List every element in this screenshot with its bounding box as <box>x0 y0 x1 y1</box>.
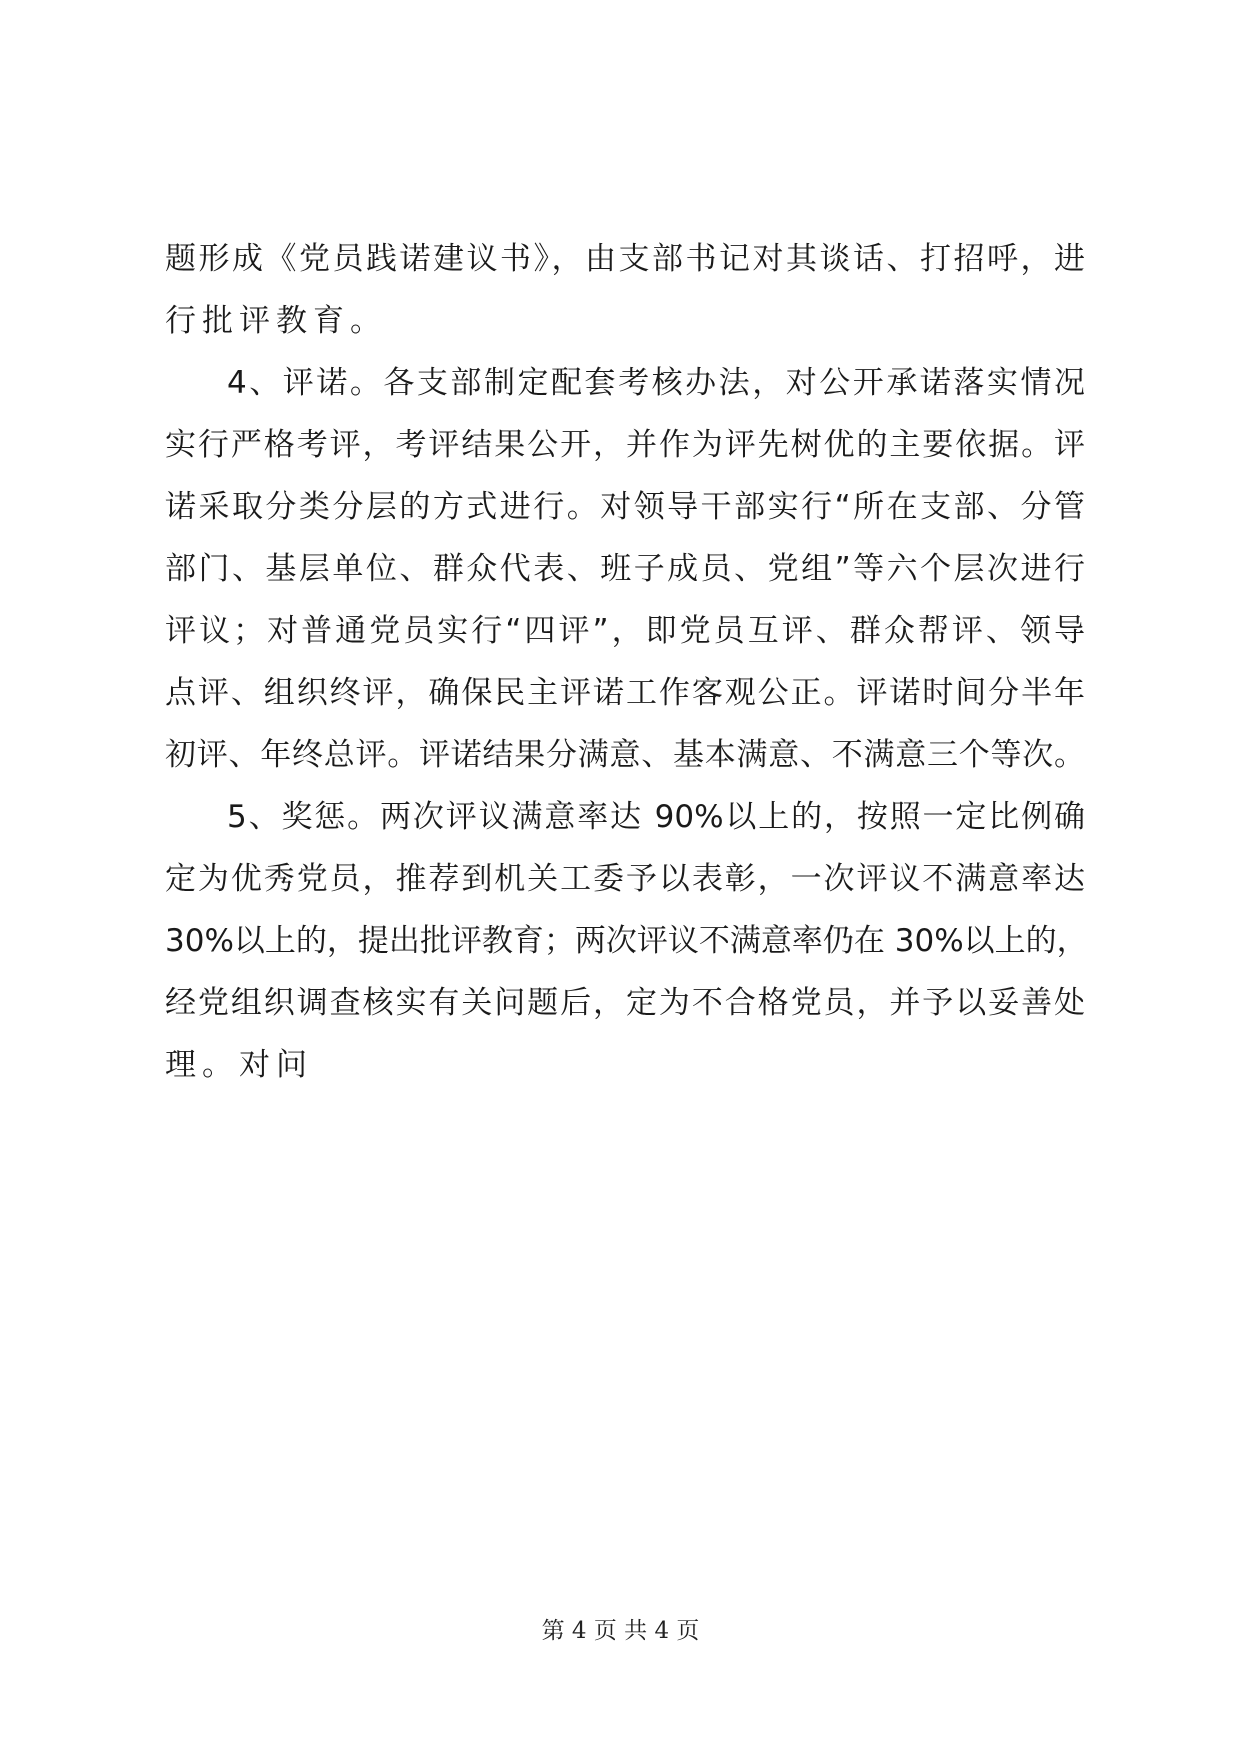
text-line: 初评、年终总评。评诺结果分满意、基本满意、不满意三个等次。 <box>165 737 1085 773</box>
text-line: 5、奖惩。两次评议满意率达 90%以上的，按照一定比例确 <box>227 799 1085 835</box>
text-line: 诺采取分类分层的方式进行。对领导干部实行“所在支部、分管 <box>165 489 1085 525</box>
text-line: 经党组织调查核实有关问题后，定为不合格党员，并予以妥善处 <box>165 985 1085 1021</box>
text-line: 评议；对普通党员实行“四评”，即党员互评、群众帮评、领导 <box>165 613 1085 649</box>
text-line: 实行严格考评，考评结果公开，并作为评先树优的主要依据。评 <box>165 427 1085 463</box>
text-line: 30%以上的，提出批评教育；两次评议不满意率仍在 30%以上的， <box>165 923 1088 959</box>
text-line: 定为优秀党员，推荐到机关工委予以表彰，一次评议不满意率达 <box>165 861 1085 897</box>
text-line: 点评、组织终评，确保民主评诺工作客观公正。评诺时间分半年 <box>165 675 1085 711</box>
text-line: 部门、基层单位、群众代表、班子成员、党组”等六个层次进行 <box>165 551 1085 587</box>
text-line: 4、评诺。各支部制定配套考核办法，对公开承诺落实情况 <box>227 365 1085 401</box>
text-line: 题形成《党员践诺建议书》，由支部书记对其谈话、打招呼，进 <box>165 241 1085 277</box>
text-line: 行批评教育。 <box>165 303 387 339</box>
text-line: 理。对问 <box>165 1047 313 1083</box>
body-text <box>165 228 1088 1096</box>
page-number-footer: 第 4 页 共 4 页 <box>541 1618 700 1644</box>
